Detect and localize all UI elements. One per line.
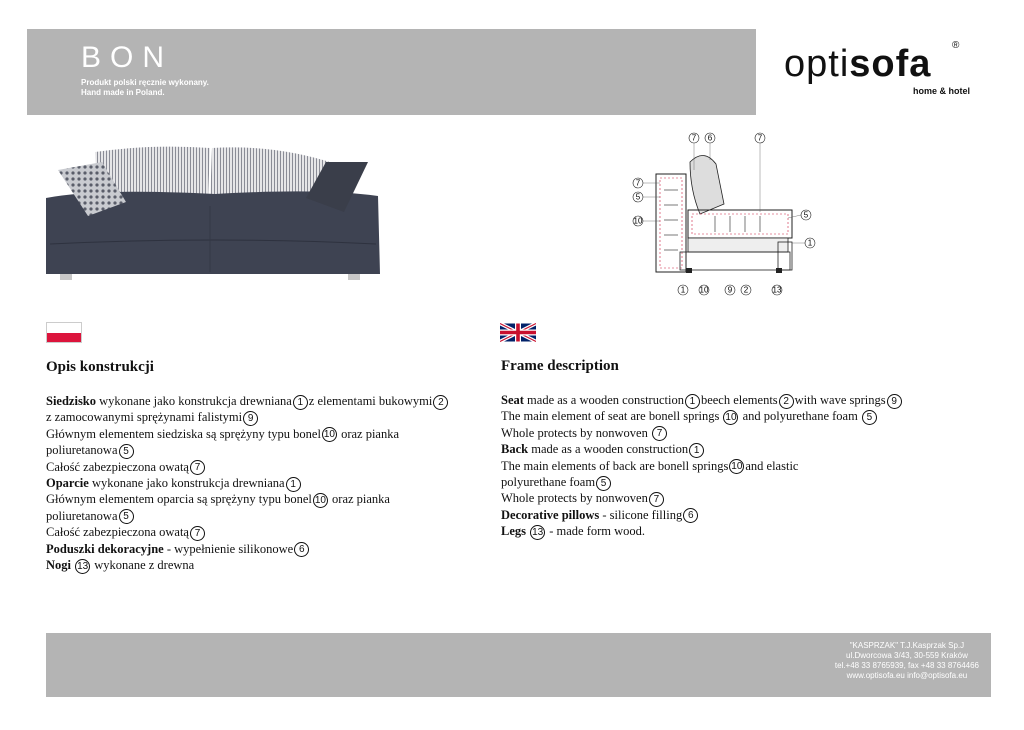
description-line — [46, 508, 486, 524]
pl-heading: Opis konstrukcji — [46, 359, 154, 375]
part-number-badge: 7 — [190, 460, 205, 475]
description-text: Whole protects by nonwoven — [501, 491, 648, 506]
footer-company: "KASPRZAK" T.J.Kasprzak Sp.J — [849, 641, 965, 650]
description-text: poliuretanowa — [46, 443, 118, 458]
description-line — [501, 490, 941, 506]
logo-text-bold: sofa — [849, 43, 932, 85]
polish-flag-icon — [46, 322, 82, 343]
description-text: wykonane z drewna — [91, 557, 195, 572]
description-text: - silicone filling — [599, 507, 683, 522]
part-number-badge: 5 — [862, 410, 877, 425]
sofa-leg-right — [348, 274, 360, 280]
bold-term: Siedzisko — [46, 394, 97, 408]
description-text: z zamocowanymi sprężynami falistymi — [46, 410, 243, 425]
description-text: - made form wood. — [546, 524, 646, 539]
description-text: poliuretanowa — [46, 508, 118, 523]
footer-banner — [46, 633, 991, 697]
optisofa-logo — [784, 40, 974, 100]
tagline-pl: Produkt polski ręcznie wykonany. — [81, 78, 209, 87]
part-number-badge: 5 — [596, 476, 611, 491]
diagram-label: 5 — [803, 210, 809, 220]
description-text: - wypełnienie silikonowe — [163, 541, 294, 556]
description-line — [46, 393, 486, 409]
uk-flag-icon — [500, 322, 536, 343]
tagline — [81, 78, 209, 98]
description-text: made as a wooden construction — [528, 442, 689, 457]
footer-web: www.optisofa.eu info@optisofa.eu — [846, 671, 968, 680]
description-line — [501, 523, 941, 539]
sofa-photo — [40, 140, 385, 285]
description-line — [46, 475, 486, 491]
logo-subtitle: home & hotel — [912, 86, 970, 96]
bold-term: Poduszki dekoracyjne — [46, 541, 164, 556]
bold-term: Oparcie — [46, 475, 89, 490]
description-text: with wave springs — [794, 393, 886, 407]
model-name: BON — [81, 41, 174, 74]
part-number-badge: 7 — [649, 492, 664, 507]
description-text — [526, 524, 529, 538]
diagram-label: 7 — [691, 133, 697, 143]
bold-term: Legs — [501, 524, 526, 539]
description-text: Głównym elementem siedziska są sprężyny typu bonel — [46, 426, 321, 441]
description-line — [46, 541, 486, 557]
description-line — [501, 425, 941, 441]
description-line — [46, 491, 486, 507]
part-number-badge: 5 — [119, 509, 134, 524]
part-number-badge: 6 — [683, 508, 698, 523]
description-text: oraz pianka — [328, 492, 390, 507]
part-number-badge: 10 — [314, 494, 326, 506]
description-line — [501, 408, 941, 424]
description-line — [501, 474, 941, 490]
description-text: The main elements of back are bonell springs — [501, 458, 729, 473]
logo-text-thin: opti — [784, 43, 850, 85]
description-text: Głównym elementem oparcia są sprężyny typu bonel — [46, 492, 312, 507]
part-number-badge: 5 — [119, 444, 134, 459]
description-text: wykonane jako konstrukcja drewniana — [96, 394, 292, 408]
header-banner — [27, 29, 756, 115]
diagram-label: 7 — [635, 178, 641, 188]
part-number-badge: 2 — [779, 394, 794, 409]
description-line — [46, 524, 486, 540]
description-text: made as a wooden construction — [523, 393, 684, 407]
description-text: and polyurethane foam — [739, 409, 861, 424]
construction-diagram — [620, 130, 820, 300]
en-heading: Frame description — [501, 358, 619, 374]
description-text: beech elements — [700, 393, 778, 407]
part-number-badge: 10 — [731, 461, 743, 473]
part-number-badge: 10 — [725, 412, 737, 424]
diagram-label: 9 — [727, 285, 733, 295]
bold-term: Seat — [501, 393, 524, 407]
description-text: oraz pianka — [337, 426, 400, 441]
description-line — [501, 458, 941, 474]
pl-description — [46, 393, 486, 573]
diagram-label: 13 — [772, 285, 782, 295]
description-line — [46, 409, 486, 425]
description-text: Całość zabezpieczona owatą — [46, 525, 189, 540]
footer-phone: tel.+48 33 8765939, fax +48 33 8764466 — [834, 661, 979, 670]
description-line — [46, 557, 486, 573]
part-number-badge: 13 — [532, 526, 544, 538]
part-number-badge: 1 — [293, 395, 308, 410]
part-number-badge: 1 — [286, 477, 301, 492]
part-number-badge: 7 — [190, 526, 205, 541]
description-line — [46, 459, 486, 475]
diagram-label: 10 — [633, 216, 643, 226]
description-line — [46, 426, 486, 442]
part-number-badge: 6 — [294, 542, 309, 557]
part-number-badge: 1 — [689, 443, 704, 458]
logo-wordmark — [784, 44, 931, 84]
part-number-badge: 13 — [77, 560, 89, 572]
description-text: and elastic — [745, 458, 799, 473]
footer-contact — [835, 641, 979, 681]
diagram-label: 10 — [699, 285, 709, 295]
description-line — [501, 507, 941, 523]
diagram-label: 1 — [680, 285, 686, 295]
diagram-label: 7 — [757, 133, 763, 143]
diagram-label: 5 — [635, 192, 641, 202]
part-number-badge: 7 — [652, 426, 667, 441]
description-text: Whole protects by nonwoven — [501, 425, 651, 440]
diagram-label: 1 — [807, 238, 813, 248]
description-text: The main element of seat are bonell springs — [501, 409, 723, 424]
description-line — [501, 441, 941, 457]
sofa-leg-left — [60, 274, 72, 280]
en-description — [501, 392, 941, 540]
description-text: polyurethane foam — [501, 474, 596, 489]
tagline-en: Hand made in Poland. — [81, 88, 165, 97]
bold-term: Decorative pillows — [501, 507, 600, 522]
part-number-badge: 2 — [433, 395, 448, 410]
registered-mark: ® — [952, 40, 960, 51]
part-number-badge: 1 — [685, 394, 700, 409]
part-number-badge: 10 — [323, 429, 335, 441]
part-number-badge: 9 — [887, 394, 902, 409]
description-line — [501, 392, 941, 408]
footer-address: ul.Dworcowa 3/43, 30-559 Kraków — [846, 651, 968, 660]
bold-term: Back — [501, 442, 529, 457]
part-number-badge: 9 — [243, 411, 258, 426]
description-text: Całość zabezpieczona owatą — [46, 459, 189, 474]
description-line — [46, 442, 486, 458]
diagram-label: 2 — [743, 285, 749, 295]
bold-term: Nogi — [46, 557, 71, 572]
description-text — [71, 558, 74, 572]
diagram-label: 6 — [707, 133, 713, 143]
description-text: z elementami bukowymi — [308, 394, 433, 408]
description-text: wykonane jako konstrukcja drewniana — [88, 475, 285, 490]
